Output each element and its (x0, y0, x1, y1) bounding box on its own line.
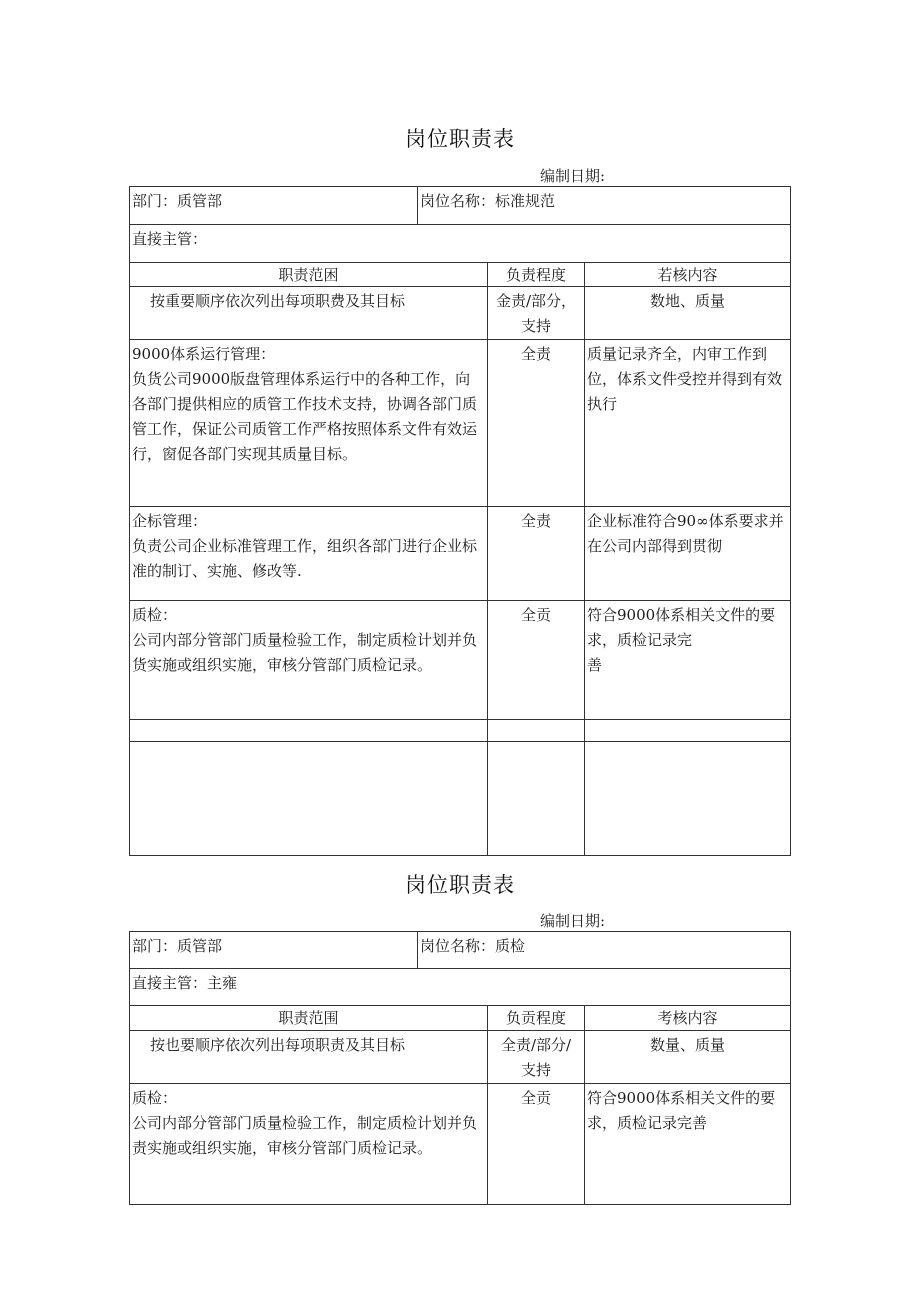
duty-scope: 质检： 公司内部分管部门质量检验工作，制定质检计划并负货实施或组织实施，审核分管部门质检记录。 (130, 601, 488, 720)
duty-assessment: 质量记录齐全，内审工作到位，体系文件受控并得到有效执行 (585, 340, 791, 507)
duty-scope: 质检： 公司内部分管部门质量检验工作，制定质检计划并负责实施或组织实施，审核分管部门质检记录。 (130, 1084, 488, 1205)
duty-scope: 企标管理： 负责公司企业标准管理工作，组织各部门进行企业标准的制订、实施、修改等. (130, 507, 488, 601)
table-row (130, 507, 791, 601)
header-degree: 负贡程度 (488, 1006, 585, 1031)
empty-cell (488, 720, 585, 742)
duty-assessment: 符合9000体系相关文件的要求，质检记录完 善 (585, 601, 791, 720)
header-scope: 职责范困 (130, 263, 488, 287)
duty-degree: 全贡 (488, 601, 585, 720)
date-label: 编制日期: (540, 167, 606, 185)
empty-cell (130, 720, 488, 742)
table-row (130, 1084, 791, 1205)
header-degree: 负责程度 (488, 263, 585, 287)
duty-assessment: 符合9000体系相关文件的要求，质检记录完善 (585, 1084, 791, 1205)
empty-cell (585, 742, 791, 856)
position-name-cell: 岗位名称：标准规范 (418, 187, 791, 225)
responsibility-table (129, 186, 791, 856)
page-title: 岗位职责表 (405, 127, 515, 151)
instruction-scope: 按重要顺序依次列出每项职费及其目标 (130, 287, 488, 340)
empty-cell (585, 720, 791, 742)
table-row (130, 340, 791, 507)
duty-scope: 9000体系运行管理： 负货公司9000版盘管理体系运行中的各种工作，向各部门提供相应的质管工作技术支持，协调各部门质管工作，保证公司质管工作严格按照体系文件有效运行，窗促各部门实现其质量目标。 (130, 340, 488, 507)
header-scope: 职责范围 (130, 1006, 488, 1031)
supervisor-cell: 直接主管： (130, 225, 791, 263)
empty-cell (130, 742, 488, 856)
empty-row (130, 720, 791, 742)
instruction-assessment: 数地、质量 (585, 287, 791, 340)
instruction-assessment: 数量、质量 (585, 1031, 791, 1084)
supervisor-cell: 直接主管：主雍 (130, 969, 791, 1006)
position-name-cell: 岗位名称：质检 (418, 932, 791, 969)
department-cell: 部门：质管部 (130, 932, 418, 969)
duty-degree: 全责 (488, 340, 585, 507)
duty-degree: 全贡 (488, 1084, 585, 1205)
responsibility-table (129, 931, 791, 1205)
page-title: 岗位职责表 (405, 873, 515, 897)
instruction-degree: 金责/部分， 支持 (488, 287, 585, 340)
empty-cell (488, 742, 585, 856)
date-label: 编制日期: (540, 912, 606, 930)
empty-row (130, 742, 791, 856)
duty-degree: 全责 (488, 507, 585, 601)
table-row (130, 601, 791, 720)
instruction-scope: 按也要顺序依次列出每项职责及其目标 (130, 1031, 488, 1084)
department-cell: 部门：质管部 (130, 187, 418, 225)
duty-assessment: 企业标准符合90∞体系要求并在公司内部得到贯彻 (585, 507, 791, 601)
header-assessment: 考核内容 (585, 1006, 791, 1031)
header-assessment: 若核内容 (585, 263, 791, 287)
instruction-degree: 全责/部分/ 支持 (488, 1031, 585, 1084)
